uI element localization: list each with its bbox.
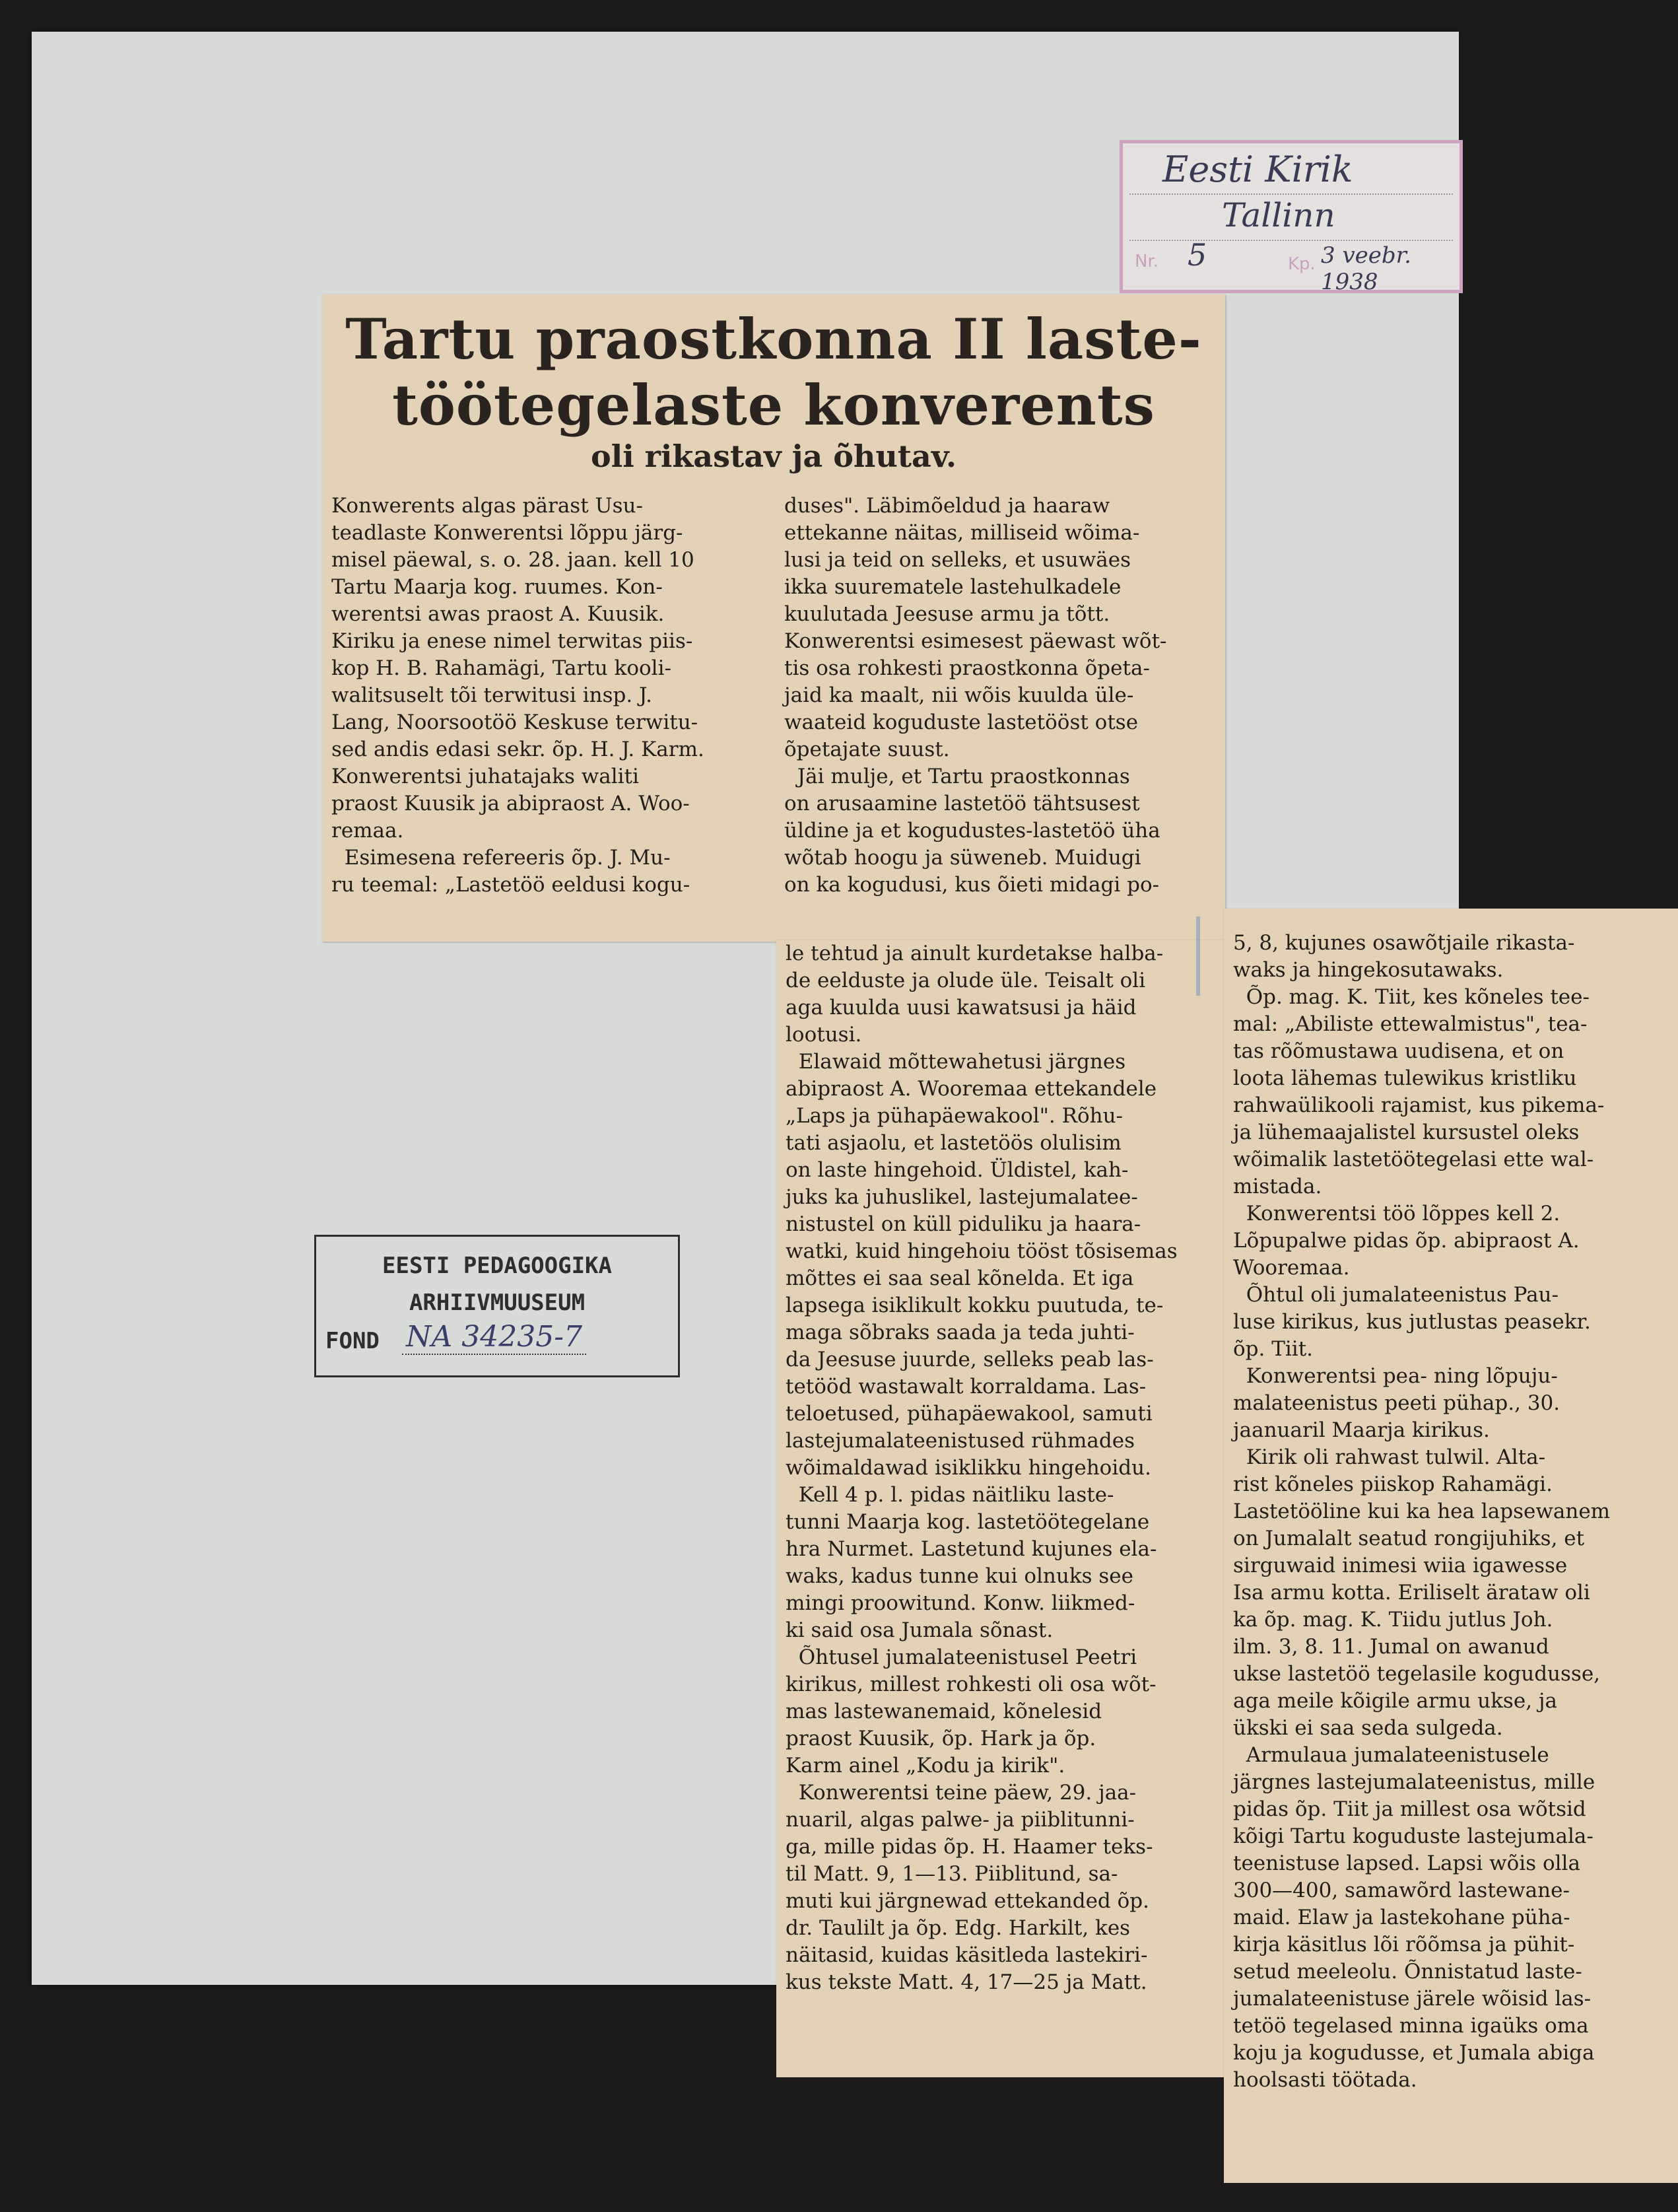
article-clipping-main [322,294,1225,942]
article-column-4: 5, 8, kujunes osawõtjaile rikasta- waks ja hingekosutawaks. Õp. mag. K. Tiit, kes kõneles tee- mal: „Abiliste ettewalmistus", tea- tas rõõmustawa uudisena, et on loota lähemas tulewikus kristliku rahwaülikooli rajamist, kus pikema- ja lühemaajalistel kursustel oleks wõimalik lastetöötegelasi ette wal- mistada. Konwerentsi töö lõppes kell 2. Lõpupalwe pidas õp. abipraost A. Wooremaa. Õhtul oli jumalateenistus Pau- luse kirikus, kus jutlustas peasekr. õp. Tiit. Konwerentsi pea- ning lõpuju- malateenistus peeti pühap., 30. jaanuaril Maarja kirikus. Kirik oli rahwast tulwil. Alta- rist kõneles piiskop Rahamägi. Lastetööline kui ka hea lapsewanem on Jumalalt seatud rongijuhiks, et sirguwaid inimesi wiia igawesse Isa armu kotta. Eriliselt ärataw oli ka õp. mag. K. Tiidu jutlus Joh. ilm. 3, 8. 11. Jumal on awanud ukse lastetöö tegelasile kogudusse, aga meile kõigile armu ukse, ja ükski ei saa seda sulgeda. Armulaua jumalateenistusele järgnes lastejumalateenistus, mille pidas õp. Tiit ja millest osa wõtsid kõigi Tartu koguduste lastejumala- teenistuse lapsed. Lapsi wõis olla 300—400, samawõrd lastewane- maid. Elaw ja lastekohane püha- kirja käsitlus lõi rõõmsa ja pühit- setud meeleolu. Õnnistatud laste- jumalateenistuse järele wõisid las- tetöö tegelased minna igaüks oma koju ja kogudusse, et Jumala abiga hoolsasti töötada. [1233,931,1611,2092]
tape-mark [1196,916,1200,996]
fond-label: FOND [325,1328,380,1354]
archive-sheet [32,32,1611,2092]
article-title-line2: töötegelaste konverents [392,372,1155,438]
city-name: Tallinn [1222,196,1335,234]
nr-value: 5 [1188,237,1207,273]
newspaper-name: Eesti Kirik [1162,149,1353,190]
kp-label: Kp. [1288,254,1316,274]
museum-name-line1: EESTI PEDAGOOGIKA [382,1253,612,1279]
article-clipping-continuation [776,940,1225,2077]
nr-label: Nr. [1135,252,1159,271]
article-column-1: Konwerents algas pärast Usu- teadlaste Konwerentsi lõppu järg- misel päewal, s. o. 28. jaan. kell 10 Tartu Maarja kog. ruumes. Kon- werentsi awas praost A. Kuusik. Kiriku ja enese nimel terwitas piis- kop H. B. Rahamägi, Tartu kooli- walitsuselt tõi terwitusi insp. J. Lang, Noorsootöö Keskuse terwitu- sed andis edasi sekr. õp. H. J. Karm. Konwerentsi juhatajaks waliti praost Kuusik ja abipraost A. Woo- remaa. Esimesena refereeris õp. J. Mu- ru teemal: „Lastetöö eeldusi kogu- [331,494,704,897]
newspaper-source-stamp [1120,140,1463,293]
fond-number: NA 34235-7 [402,1320,586,1355]
article-title-line1: Tartu praostkonna II laste- [345,306,1202,372]
article-subtitle: oli rikastav ja õhutav. [591,438,956,474]
article-column-2: duses". Läbimõeldud ja haaraw ettekanne näitas, milliseid wõima- lusi ja teid on selleks, et usuwäes ikka suurematele lastehulkadele kuulutada Jeesuse armu ja tõtt. Konwerentsi esimesest päewast wõt- tis osa rohkesti praostkonna õpeta- jaid ka maalt, nii wõis kuulda üle- waateid koguduste lastetööst otse õpetajate suust. Jäi mulje, et Tartu praostkonnas on arusaamine lastetöö tähtsusest üldine ja et kogudustes-lastetöö üha wõtab hoogu ja süweneb. Muidugi on ka kogudusi, kus õieti midagi po- [784,494,1167,897]
museum-name-line2: ARHIIVMUUSEUM [409,1290,586,1316]
museum-archive-stamp [314,1235,680,1377]
article-column-3: le tehtud ja ainult kurdetakse halba- de eelduste ja olude üle. Teisalt oli aga kuulda uusi kawatsusi ja häid lootusi. Elawaid mõttewahetusi järgnes abipraost A. Wooremaa ettekandele „Laps ja pühapäewakool". Rõhu- tati asjaolu, et lastetöös olulisim on laste hingehoid. Üldistel, kah- juks ka juhuslikel, lastejumalatee- nistustel on küll piduliku ja haara- watki, kuid hingehoiu tööst tõsisemas mõttes ei saa seal kõnelda. Et iga lapsega isiklikult kokku puutuda, te- maga sõbraks saada ja teda juhti- da Jeesuse juurde, selleks peab las- tetööd wastawalt korraldama. Las- teloetused, pühapäewakool, samuti lastejumalateenistused rühmades wõimaldawad isiklikku hingehoidu. Kell 4 p. l. pidas näitliku laste- tunni Maarja kog. lastetöötegelane hra Nurmet. Lastetund kujunes ela- waks, kadus tunne kui olnuks see mingi proowitund. Konw. liikmed- ki said osa Jumala sõnast. Õhtusel jumalateenistusel Peetri kirikus, millest rohkesti oli osa wõt- mas lastewanemaid, kõnelesid praost Kuusik, õp. Hark ja õp. Karm ainel „Kodu ja kirik". Konwerentsi teine päew, 29. jaa- nuaril, algas palwe- ja piiblitunni- ga, mille pidas õp. H. Haamer teks- til Matt. 9, 1—13. Piiblitund, sa- muti kui järgnewad ettekanded õp. dr. Taulilt ja õp. Edg. Harkilt, kes näitasid, kuidas käsitleda lastekiri- kus tekste Matt. 4, 17—25 ja Matt. [786,942,1178,1994]
kp-value: 3 veebr. 1938 [1321,242,1411,295]
article-clipping-final [1224,909,1678,2183]
